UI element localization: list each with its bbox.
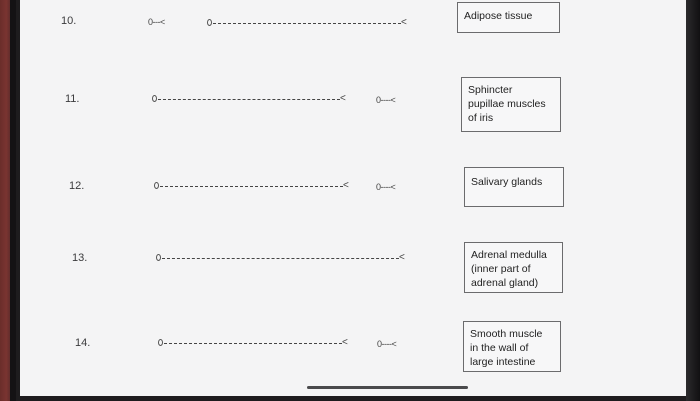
target-organ-box-14 (463, 321, 561, 372)
axon-terminal-13: < (399, 252, 405, 263)
neuron-cell-body-10 (207, 19, 212, 26)
row-number-10: 10. (61, 15, 77, 27)
background-edge-left (0, 0, 16, 401)
target-organ-label-12: Salivary glands (471, 176, 543, 188)
neuron-cell-body-11 (152, 95, 157, 102)
preganglionic-line-12 (160, 186, 343, 187)
postganglionic-short-neuron-12: 0----< (376, 182, 396, 192)
postganglionic-short-neuron-14: 0----< (377, 339, 397, 349)
postganglionic-line-10 (213, 23, 401, 24)
row-number-12: 12. (69, 180, 85, 192)
axon-terminal-12: < (343, 180, 349, 191)
target-organ-box-13 (464, 242, 563, 293)
target-organ-label-11: Sphincter pupillae muscles of iris (468, 84, 546, 124)
neuron-cell-body-12 (154, 182, 159, 189)
target-organ-label-13: Adrenal medulla (inner part of adrenal gland) (471, 249, 547, 289)
preganglionic-line-14 (164, 343, 342, 344)
axon-terminal-11: < (340, 93, 346, 104)
target-organ-box-10 (457, 2, 560, 33)
target-organ-box-11 (461, 77, 561, 132)
preganglionic-line-13 (162, 258, 399, 259)
worksheet-page (20, 0, 686, 396)
neuron-cell-body-14 (158, 339, 163, 346)
preganglionic-short-neuron-10: 0---< (148, 17, 165, 27)
background-edge-right (686, 0, 700, 401)
axon-terminal-14: < (342, 337, 348, 348)
scroll-indicator[interactable] (307, 386, 468, 389)
neuron-cell-body-13 (156, 254, 161, 261)
postganglionic-short-neuron-11: 0----< (376, 95, 396, 105)
row-number-11: 11. (65, 93, 80, 105)
target-organ-label-10: Adipose tissue (464, 10, 533, 22)
target-organ-label-14: Smooth muscle in the wall of large intestine (470, 328, 543, 368)
target-organ-box-12 (464, 167, 564, 207)
row-number-13: 13. (72, 252, 88, 264)
axon-terminal-10: < (401, 17, 407, 28)
row-number-14: 14. (75, 337, 91, 349)
preganglionic-line-11 (158, 99, 340, 100)
